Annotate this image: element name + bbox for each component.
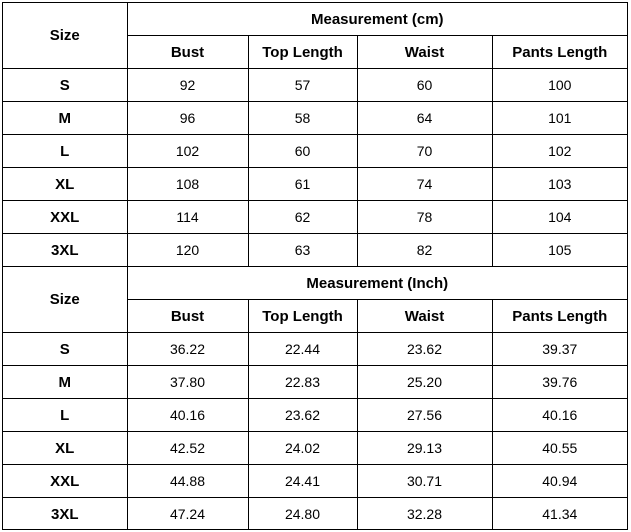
column-header: Pants Length xyxy=(492,36,627,69)
column-header: Top Length xyxy=(248,36,357,69)
size-label: XL xyxy=(3,432,127,465)
measurement-cell: 101 xyxy=(492,102,627,135)
measurement-cell: 61 xyxy=(248,168,357,201)
table-row xyxy=(3,366,627,399)
table-row xyxy=(3,201,627,234)
measurement-cell: 40.55 xyxy=(492,432,627,465)
size-label: L xyxy=(3,135,127,168)
column-header: Bust xyxy=(127,36,248,69)
measurement-cell: 22.83 xyxy=(248,366,357,399)
measurement-cell: 105 xyxy=(492,234,627,267)
measurement-cell: 60 xyxy=(357,69,492,102)
measurement-cell: 24.41 xyxy=(248,465,357,498)
size-chart-table xyxy=(3,3,627,530)
measurement-cell: 114 xyxy=(127,201,248,234)
size-label: M xyxy=(3,102,127,135)
measurement-cell: 100 xyxy=(492,69,627,102)
table-row xyxy=(3,465,627,498)
measurement-cell: 40.16 xyxy=(127,399,248,432)
column-header: Waist xyxy=(357,36,492,69)
measurement-cell: 44.88 xyxy=(127,465,248,498)
table-row xyxy=(3,69,627,102)
table-row xyxy=(3,135,627,168)
measurement-cell: 92 xyxy=(127,69,248,102)
measurement-cell: 64 xyxy=(357,102,492,135)
measurement-cell: 104 xyxy=(492,201,627,234)
measurement-cell: 62 xyxy=(248,201,357,234)
measurement-cell: 39.37 xyxy=(492,333,627,366)
measurement-cell: 22.44 xyxy=(248,333,357,366)
measurement-cell: 78 xyxy=(357,201,492,234)
measurement-cell: 27.56 xyxy=(357,399,492,432)
measurement-cell: 40.16 xyxy=(492,399,627,432)
column-header: Waist xyxy=(357,300,492,333)
measurement-cell: 39.76 xyxy=(492,366,627,399)
table-row xyxy=(3,168,627,201)
measurement-cell: 82 xyxy=(357,234,492,267)
measurement-cell: 108 xyxy=(127,168,248,201)
column-header: Pants Length xyxy=(492,300,627,333)
measurement-cell: 25.20 xyxy=(357,366,492,399)
measurement-cell: 23.62 xyxy=(248,399,357,432)
measurement-cell: 96 xyxy=(127,102,248,135)
size-chart xyxy=(2,2,628,530)
size-label: M xyxy=(3,366,127,399)
table-row xyxy=(3,333,627,366)
measurement-cell: 41.34 xyxy=(492,498,627,531)
table-row xyxy=(3,498,627,531)
column-header: Top Length xyxy=(248,300,357,333)
measurement-title: Measurement (cm) xyxy=(127,3,627,36)
table-title-row xyxy=(3,3,627,36)
size-header: Size xyxy=(3,267,127,333)
measurement-cell: 120 xyxy=(127,234,248,267)
measurement-cell: 40.94 xyxy=(492,465,627,498)
size-label: 3XL xyxy=(3,498,127,531)
size-label: XXL xyxy=(3,201,127,234)
measurement-cell: 102 xyxy=(127,135,248,168)
measurement-cell: 36.22 xyxy=(127,333,248,366)
measurement-cell: 24.02 xyxy=(248,432,357,465)
measurement-cell: 47.24 xyxy=(127,498,248,531)
table-row xyxy=(3,399,627,432)
measurement-cell: 70 xyxy=(357,135,492,168)
table-row xyxy=(3,102,627,135)
size-label: XL xyxy=(3,168,127,201)
measurement-cell: 32.28 xyxy=(357,498,492,531)
size-label: S xyxy=(3,69,127,102)
size-label: S xyxy=(3,333,127,366)
measurement-cell: 57 xyxy=(248,69,357,102)
measurement-cell: 60 xyxy=(248,135,357,168)
measurement-title: Measurement (Inch) xyxy=(127,267,627,300)
column-header: Bust xyxy=(127,300,248,333)
measurement-cell: 103 xyxy=(492,168,627,201)
size-label: 3XL xyxy=(3,234,127,267)
measurement-cell: 58 xyxy=(248,102,357,135)
size-label: XXL xyxy=(3,465,127,498)
measurement-cell: 30.71 xyxy=(357,465,492,498)
measurement-cell: 63 xyxy=(248,234,357,267)
measurement-cell: 29.13 xyxy=(357,432,492,465)
measurement-cell: 37.80 xyxy=(127,366,248,399)
table-row xyxy=(3,432,627,465)
size-header: Size xyxy=(3,3,127,69)
measurement-cell: 74 xyxy=(357,168,492,201)
table-row xyxy=(3,234,627,267)
table-title-row xyxy=(3,267,627,300)
measurement-cell: 42.52 xyxy=(127,432,248,465)
measurement-cell: 23.62 xyxy=(357,333,492,366)
measurement-cell: 24.80 xyxy=(248,498,357,531)
measurement-cell: 102 xyxy=(492,135,627,168)
size-label: L xyxy=(3,399,127,432)
